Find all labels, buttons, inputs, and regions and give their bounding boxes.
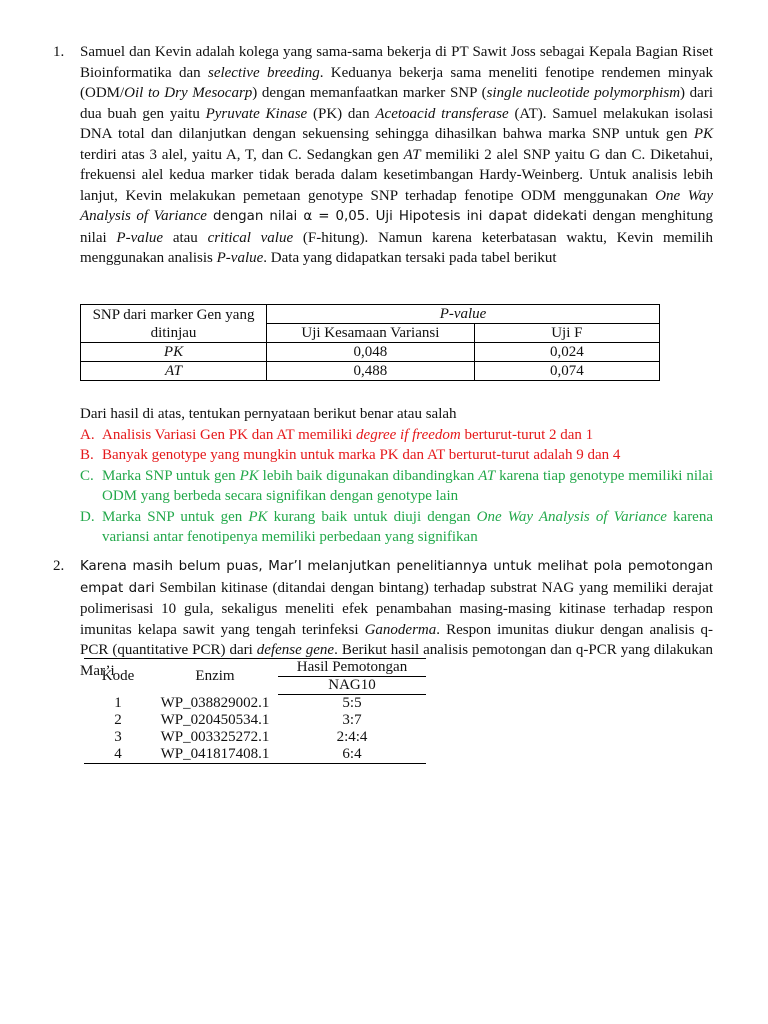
cleavage-table — [84, 658, 426, 764]
table-header-enzim: Enzim — [152, 659, 278, 695]
option-d: D. Marka SNP untuk gen PK kurang baik untuk diuji dengan One Way Analysis of Variance karena variansi antar fenotipenya memiliki perbedaan yang signifikan — [80, 508, 713, 545]
table-header-pvalue: P-value — [267, 305, 660, 324]
question-1-paragraph: Samuel dan Kevin adalah kolega yang sama-sama bekerja di PT Sawit Joss sebagai Kepala Bagian Riset Bioinformatika dan selective breeding. Keduanya bekerja sama meneliti fenotipe rendemen minyak (ODM/Oil to Dry Mesocarp) dengan memanfaatkan marker SNP (single nucleotide polymorphism) dari dua buah gen yaitu Pyruvate Kinase (PK) dan Acetoacid transferase (AT). Samuel melakukan isolasi DNA total dan dilanjutkan dengan sekuensing sehingga dihasilkan bahwa marka SNP untuk gen PK terdiri atas 3 alel, yaitu A, T, dan C. Sedangkan gen AT memiliki 2 alel SNP yaitu G dan C. Diketahui, frekuensi alel kedua marker tidak berada dalam kesetimbangan Hardy-Weinberg. Untuk analisis lebih lanjut, Kevin melakukan pemetaan genotype SNP terhadap fenotipe ODM menggunakan One Way Analysis of Variance dengan nilai α = 0,05. Uji Hipotesis ini dapat didekati dengan menghitung nilai P-value atau critical value (F-hitung). Namun karena keterbatasan waktu, Kevin memilih menggunakan analisis P-value. Data yang didapatkan tersaki pada tabel berikut — [80, 44, 713, 266]
question-2-paragraph: Karena masih belum puas, Mar’I melanjutkan penelitiannya untuk melihat pola pemotongan empat dari Sembilan kitinase (ditandai dengan bintang) terhadap substrat NAG yang memiliki derajat polimerisasi 10 gula, sekaligus meneliti efek penambahan masing-masing kitinase terhadap respon imunitas kelapa sawit yang tengah terinfeksi Ganoderma. Respon imunitas diukur dengan analisis q-PCR (quantitative PCR) dari defense gene. Berikut hasil analisis pemotongan dan q-PCR yang dilakukan Mar’i — [80, 559, 714, 679]
question-1 — [53, 42, 713, 269]
table-cell-gene: PK — [81, 343, 267, 362]
table-header-variance: Uji Kesamaan Variansi — [267, 324, 475, 343]
table-cell-hasil: 6:4 — [278, 746, 426, 764]
table-cell-variance: 0,488 — [267, 362, 475, 381]
pvalue-table — [80, 304, 660, 381]
table-cell-enzim: WP_038829002.1 — [160, 694, 270, 711]
table-cell-f: 0,024 — [474, 343, 659, 362]
table-cell-hasil: 5:5 — [342, 695, 362, 711]
table-header-kode: Kode — [84, 659, 152, 695]
table-header-marker: SNP dari marker Gen yang ditinjau — [81, 305, 267, 343]
table-cell-kode: 1 — [114, 694, 122, 711]
table-row — [81, 362, 660, 381]
table-header-f: Uji F — [474, 324, 659, 343]
table-cell-enzim: WP_041817408.1 — [152, 746, 278, 764]
table-header-nag10: NAG10 — [278, 677, 426, 695]
table-row — [84, 746, 426, 764]
table-header-row — [81, 305, 660, 324]
table-cell-hasil: 2:4:4 — [336, 729, 368, 745]
question-number: 2. — [53, 558, 65, 574]
table-row — [81, 343, 660, 362]
table-cell-enzim: WP_003325272.1 — [160, 729, 270, 745]
table-cell-gene: AT — [81, 362, 267, 381]
option-c: C. Marka SNP untuk gen PK lebih baik digunakan dibandingkan AT karena tiap genotype memiliki nilai ODM yang berbeda secara signifikan dengan genotype lain — [80, 467, 714, 504]
table-cell-kode: 3 — [114, 729, 122, 745]
answer-options — [80, 404, 713, 548]
option-b: B. Banyak genotype yang mungkin untuk marka PK dan AT berturut-turut adalah 9 dan 4 — [80, 447, 621, 463]
table-row — [84, 695, 426, 713]
table-cell-f: 0,074 — [474, 362, 659, 381]
table-cell-hasil: 3:7 — [342, 712, 362, 728]
question-number: 1. — [53, 44, 65, 60]
options-instruction: Dari hasil di atas, tentukan pernyataan berikut benar atau salah — [80, 406, 457, 422]
table-header-row — [84, 659, 426, 677]
table-cell-kode: 4 — [84, 746, 152, 764]
table-row — [84, 712, 426, 729]
table-header-hasil: Hasil Pemotongan — [278, 659, 426, 677]
table-cell-enzim: WP_020450534.1 — [160, 712, 270, 728]
table-cell-variance: 0,048 — [267, 343, 475, 362]
option-a: A. Analisis Variasi Gen PK dan AT memiliki degree if freedom berturut-turut 2 dan 1 — [80, 426, 594, 443]
table-cell-kode: 2 — [114, 712, 122, 728]
table-row — [84, 729, 426, 746]
